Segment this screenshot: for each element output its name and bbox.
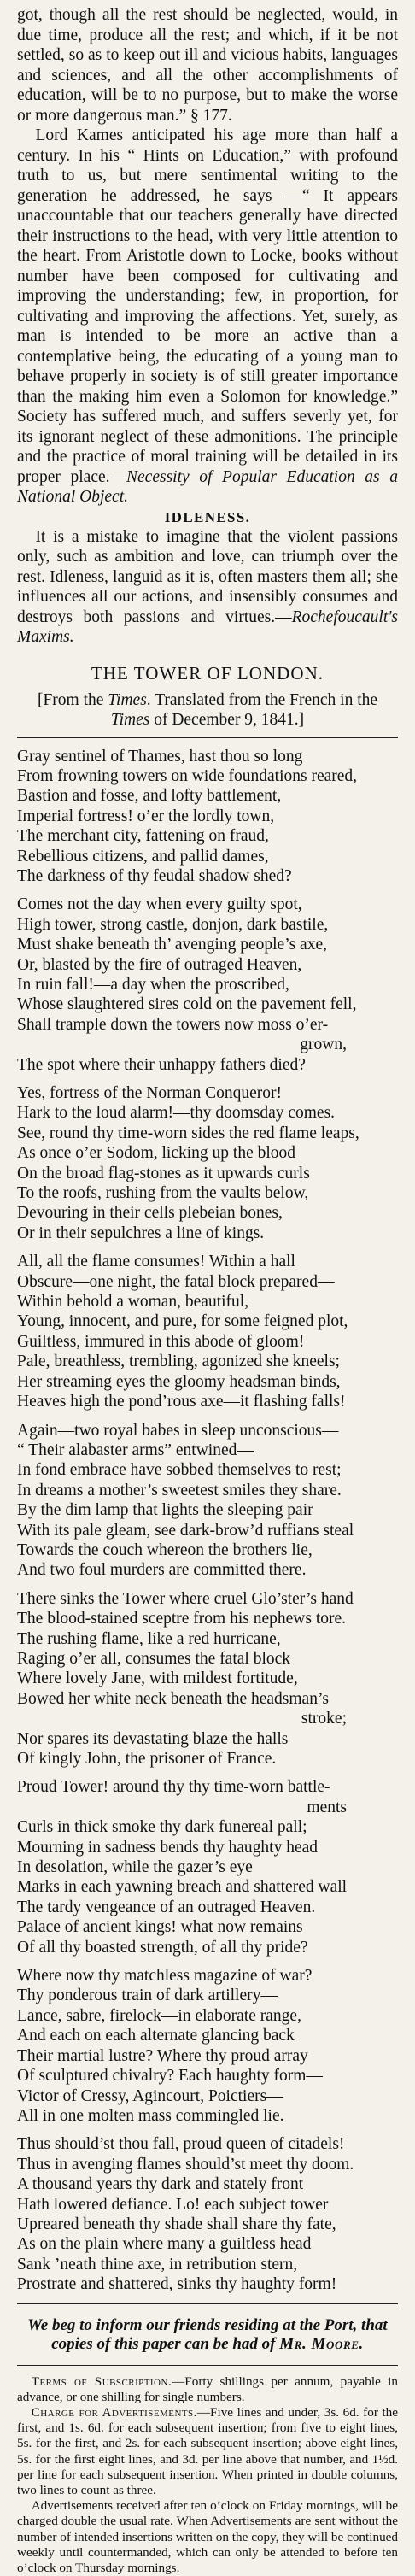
poem-line: In ruin fall!—a day when the proscribed, [17,975,289,994]
poem-line: Prostrate and shattered, sinks thy haughty form! [17,2275,337,2294]
poem-line: All, all the flame consumes! Within a hall [17,1253,295,1271]
poem-line: Hath lowered defiance. Lo! each subject tower [17,2195,329,2214]
poem-line: The spot where their unhappy fathers died? [17,1055,306,1074]
poem-line: Thus in avenging flames should’st meet thy doom. [17,2155,354,2174]
paragraph-lord-kames-source: Necessity of Popular Education as a National Object. [17,467,399,506]
poem-line: Young, innocent, and pure, for some feigned plot, [17,1312,348,1331]
stanza-5 [17,1421,398,1581]
idleness-paragraph-text: It is a mistake to imagine that the violent passions only, such as ambition and love, can triumph over the rest. Idleness, languid as it is, often masters them all; she influences all our actions, and insensibly consumes and destroys both passions and virtues.— [17,527,398,626]
poem-line: Nor spares its devastating blaze the halls [17,1729,289,1748]
terms-subscription-text: —Forty shillings per annum, payable in advance, or one shilling for single numbers. [17,2374,398,2404]
poem-line: Raging o’er all, consumes the fatal block [17,1649,291,1668]
poem-line: Upreared beneath thy shade shall share thy fate, [17,2215,336,2233]
poem-line: Guiltless, immured in this abode of gloom! [17,1332,305,1351]
poem-line: Rebellious citizens, and pallid dames, [17,847,269,866]
poem-line: Thus should’st thou fall, proud queen of citadels! [17,2135,345,2154]
poem-line: The merchant city, fattening on fraud, [17,827,269,846]
poem-line: Sank ’neath thine axe, in retribution stern, [17,2255,298,2274]
paragraph-lord-kames-text: Lord Kames anticipated his age more than half a century. In his “ Hints on Education,” with profound truth to us, but mere sentimental writing to the generation he addressed, he says —“ It appears unaccountable that our teachers generally have directed their instructions to the head, with very little attention to the heart. From Aristotle down to Locke, books without number have been composed for cultivating and improving the understanding; few, in proportion, for cultivating and improving the affections. Yet, surely, as man is intended to be more an active than a contemplative being, the educating of a young man to behave properly in society is of still greater importance than the making him even a Solomon for knowledge.” Society has suffered much, and suffers severly yet, for its ignorant neglect of these admonitions. The principle and the practice of moral training will be detailed in its proper place.— [17,126,398,486]
poem-line: Imperial fortress! o’er the lordly town, [17,807,275,825]
poem-line: Within behold a woman, beautiful, [17,1293,249,1311]
poem-title: THE TOWER OF LONDON. [91,662,324,684]
poem-line: To the roofs, rushing from the vaults below, [17,1184,309,1203]
idleness-heading: IDLENESS. [164,508,251,525]
source-prefix: [From the [37,690,108,709]
terms-subscription-label: Terms of Subscription. [31,2374,172,2389]
poem-divider [17,737,398,738]
poem-line: From frowning towers on wide foundations reared, [17,766,358,785]
poem-line: Gray sentinel of Thames, hast thou so long [17,747,303,766]
poem-line: Where lovely Jane, with mildest fortitude, [17,1669,298,1688]
poem-line: Towards the couch whereon the brothers lie, [17,1540,313,1559]
poem-line: Must shake beneath th’ avenging people’s axe, [17,936,327,954]
poem-source-note [17,690,398,731]
poem-line: Mourning in sadness bends thy haughty head [17,1838,319,1857]
idleness-paragraph [17,527,398,648]
poem-line: A thousand years thy dark and stately front [17,2175,304,2194]
poem-line: In desolation, while the gazer’s eye [17,1858,253,1877]
idleness-paragraph-source: Rochefoucault's Maxims. [17,607,398,646]
poem-line: Thy ponderous train of dark artillery— [17,1986,278,2005]
poem-line: Pale, breathless, trembling, agonized she kneels; [17,1353,340,1371]
terms-received: Advertisements received after ten o’clock on Friday mornings, will be charged double the usual rate. When Advertisements are sent without the number of intended insertions written on the copy, they will be continued weekly until countermanded, which can only be attended to before ten o’clock on Thursday mornings. [17,2498,398,2575]
source-paper-1: Times [108,690,147,709]
source-middle: . Translated from the French in the [146,690,378,709]
terms-section [17,2374,398,2576]
stanza-2 [17,895,398,1075]
poem-line: Yes, fortress of the Norman Conqueror! [17,1084,282,1102]
poem-line: The rushing flame, like a red hurricane, [17,1629,281,1648]
poem-line: Proud Tower! around thy thy time-worn battle- [17,1778,330,1797]
poem-line: Hark to the loud alarm!—thy doomsday comes. [17,1104,336,1123]
poem-line-continuation: stroke; [301,1710,347,1728]
poem-line: By the dim lamp that lights the sleeping pair [17,1501,313,1520]
poem-line: The darkness of thy feudal shadow shed? [17,866,292,885]
poem-line: Devouring in their cells plebeian bones, [17,1204,283,1223]
poem-line: Of kingly John, the prisoner of France. [17,1750,277,1768]
source-paper-2: Times [110,711,150,729]
poem-line: Lance, sabre, firelock—in elaborate range, [17,2006,301,2025]
poem-line: In fond embrace have sobbed themselves to rest; [17,1461,342,1480]
poem-line: Heaves high the pond’rous axe—it flashing falls! [17,1393,346,1411]
poem-line: Whose slaughtered sires cold on the pavement fell, [17,995,357,1014]
stanza-6 [17,1589,398,1769]
poem-line: All in one molten mass commingled lie. [17,2106,284,2125]
poem-line: As once o’er Sodom, licking up the blood [17,1144,296,1163]
stanza-4 [17,1252,398,1411]
poem-line: Comes not the day when every guilty spot, [17,895,302,914]
poem-line: Their martial lustre? Where thy proud array [17,2046,308,2065]
poem-line: Bowed her white neck beneath the headsman’s [17,1689,329,1708]
poem-line: Palace of ancient kings! what now remains [17,1918,303,1937]
port-notice [20,2316,395,2355]
source-suffix: of December 9, 1841.] [149,711,305,729]
terms-advertisement-label: Charge for Advertisements. [31,2404,197,2420]
stanza-9 [17,2134,398,2294]
poem-line-continuation: ments [307,1798,347,1816]
poem-line: Obscure—one night, the fatal block prepared— [17,1272,335,1291]
poem-line: See, round thy time-worn sides the red flame leaps, [17,1124,359,1142]
poem-line: Of sculptured chivalry? Each haughty form— [17,2067,323,2086]
poem-line: Where now thy matchless magazine of war? [17,1967,313,1986]
stanza-1 [17,747,398,887]
poem-line: And each on each alternate glancing back [17,2027,295,2045]
poem-line: In dreams a mother’s sweetest smiles they share. [17,1481,342,1499]
poem-line: Again—two royal babes in sleep unconscious— [17,1421,339,1440]
poem-line: Shall trample down the towers now moss o’er- [17,1015,329,1034]
poem-body [17,747,398,2295]
port-notice-name: Mr. Moore. [279,2335,364,2354]
poem-line: High tower, strong castle, donjon, dark bastile, [17,915,329,934]
article-top [17,5,398,508]
poem-line: Her streaming eyes the gloomy headsman binds, [17,1372,341,1391]
notice-divider-top [17,2303,398,2304]
stanza-3 [17,1083,398,1243]
terms-advertisement-text: —Five lines and under, 3s. 6d. for the first, and 1s. 6d. for each subsequent insertion; from five to eight lines, 5s. for the first, and 2s. for each subsequent insertion; above eight lines, 5s. for the first eight lines, and 3d. per line above that number, and 1½d. per line for each subsequent insertion. When printed in double columns, two lines to count as three. [17,2404,398,2497]
poem-line: Bastion and fosse, and lofty battlement, [17,787,282,806]
poem-line: Of all thy boasted strength, of all thy pride? [17,1938,308,1957]
terms-subscription [17,2374,398,2405]
notice-divider-bottom [17,2365,398,2366]
idleness-section [17,508,398,648]
poem-line: With its pale gleam, see dark-brow’d ruffians steal [17,1521,354,1540]
poem-line: There sinks the Tower where cruel Glo’ster’s hand [17,1589,354,1608]
poem-line-continuation: grown, [300,1036,347,1054]
poem-line: Or in their sepulchres a line of kings. [17,1223,265,1242]
poem-line: The tardy vengeance of an outraged Heaven. [17,1898,316,1916]
terms-advertisements [17,2405,398,2498]
stanza-8 [17,1966,398,2126]
poem-section [17,663,398,2295]
poem-line: Victor of Cressy, Agincourt, Poictiers— [17,2086,283,2105]
paragraph-locke-quote: got, though all the rest should be neglected, would, in due time, produce all the rest; and which, if it be not settled, so as to keep out ill and vicious habits, languages and sciences, and all the other accomplishments of education, will be to no purpose, but to make the worse or more dangerous man.” § 177. [17,6,398,125]
poem-line: As on the plain where many a guiltless head [17,2235,312,2254]
poem-line: Curls in thick smoke thy dark funereal pall; [17,1818,307,1837]
poem-line: Marks in each yawning breach and shattered wall [17,1878,348,1897]
poem-line: And two foul murders are committed there. [17,1561,307,1580]
poem-line: Or, blasted by the fire of outraged Heaven, [17,955,302,974]
stanza-7 [17,1777,398,1957]
paragraph-lord-kames [17,126,398,508]
poem-line: The blood-stained sceptre from his nephews tore. [17,1610,347,1628]
poem-line: On the broad flag-stones as it upwards curls [17,1164,310,1182]
port-notice-text: We beg to inform our friends residing at the Port, that copies of this paper can be had of [27,2315,388,2354]
poem-line: “ Their alabaster arms” entwined— [17,1441,254,1459]
